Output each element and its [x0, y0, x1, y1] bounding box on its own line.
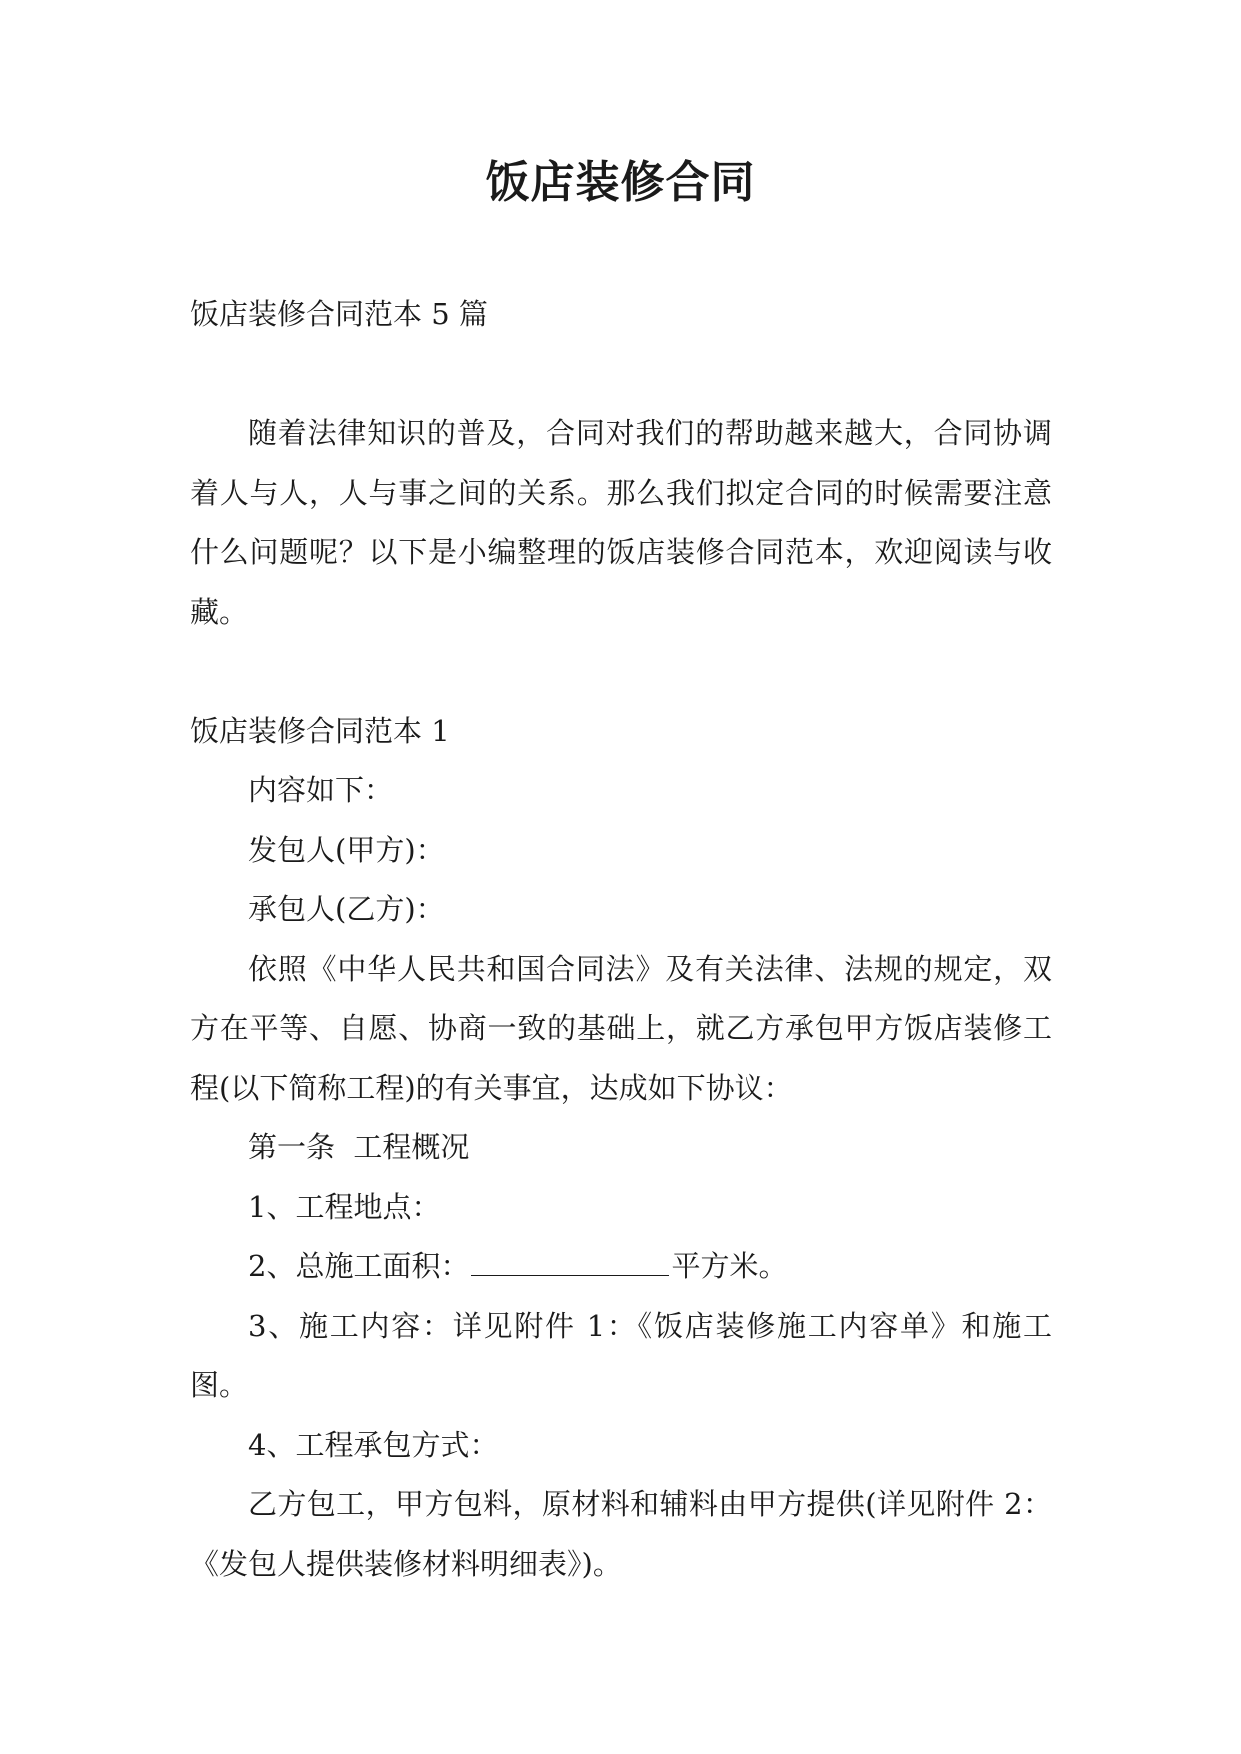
intro-paragraph: 随着法律知识的普及，合同对我们的帮助越来越大，合同协调着人与人，人与事之间的关系。那么我们拟定合同的时候需要注意什么问题呢？以下是小编整理的饭店装修合同范本，欢迎阅读与收藏。 — [190, 416, 1052, 629]
article-heading: 第一条 工程概况 — [248, 1130, 470, 1164]
item-content: 3、施工内容：详见附件 1：《饭店装修施工内容单》和施工图。 — [190, 1308, 1052, 1402]
section-heading: 饭店装修合同范本 1 — [190, 713, 450, 748]
item-location: 1、工程地点： — [248, 1189, 441, 1224]
item-area — [190, 1237, 1052, 1297]
item-area-unit: 平方米。 — [671, 1249, 788, 1283]
document-title: 饭店装修合同 — [485, 157, 756, 208]
preamble-paragraph: 依照《中华人民共和国合同法》及有关法律、法规的规定，双方在平等、自愿、协商一致的基础上，就乙方承包甲方饭店装修工程(以下简称工程)的有关事宜，达成如下协议： — [190, 951, 1052, 1105]
subtitle: 饭店装修合同范本 5 篇 — [190, 297, 488, 331]
party-b-line: 承包人(乙方)： — [248, 892, 445, 926]
area-blank-line — [471, 1249, 669, 1276]
spacer — [190, 345, 1052, 405]
spacer — [190, 642, 1052, 702]
document-body — [190, 285, 1052, 1594]
item-area-label: 2、总施工面积： — [248, 1249, 470, 1283]
content-label: 内容如下： — [248, 773, 394, 807]
item-method-detail: 乙方包工，甲方包料，原材料和辅料由甲方提供(详见附件 2：《发包人提供装修材料明细表》)。 — [190, 1487, 1052, 1581]
item-method: 4、工程承包方式： — [248, 1427, 499, 1462]
party-a-line: 发包人(甲方)： — [248, 832, 445, 867]
